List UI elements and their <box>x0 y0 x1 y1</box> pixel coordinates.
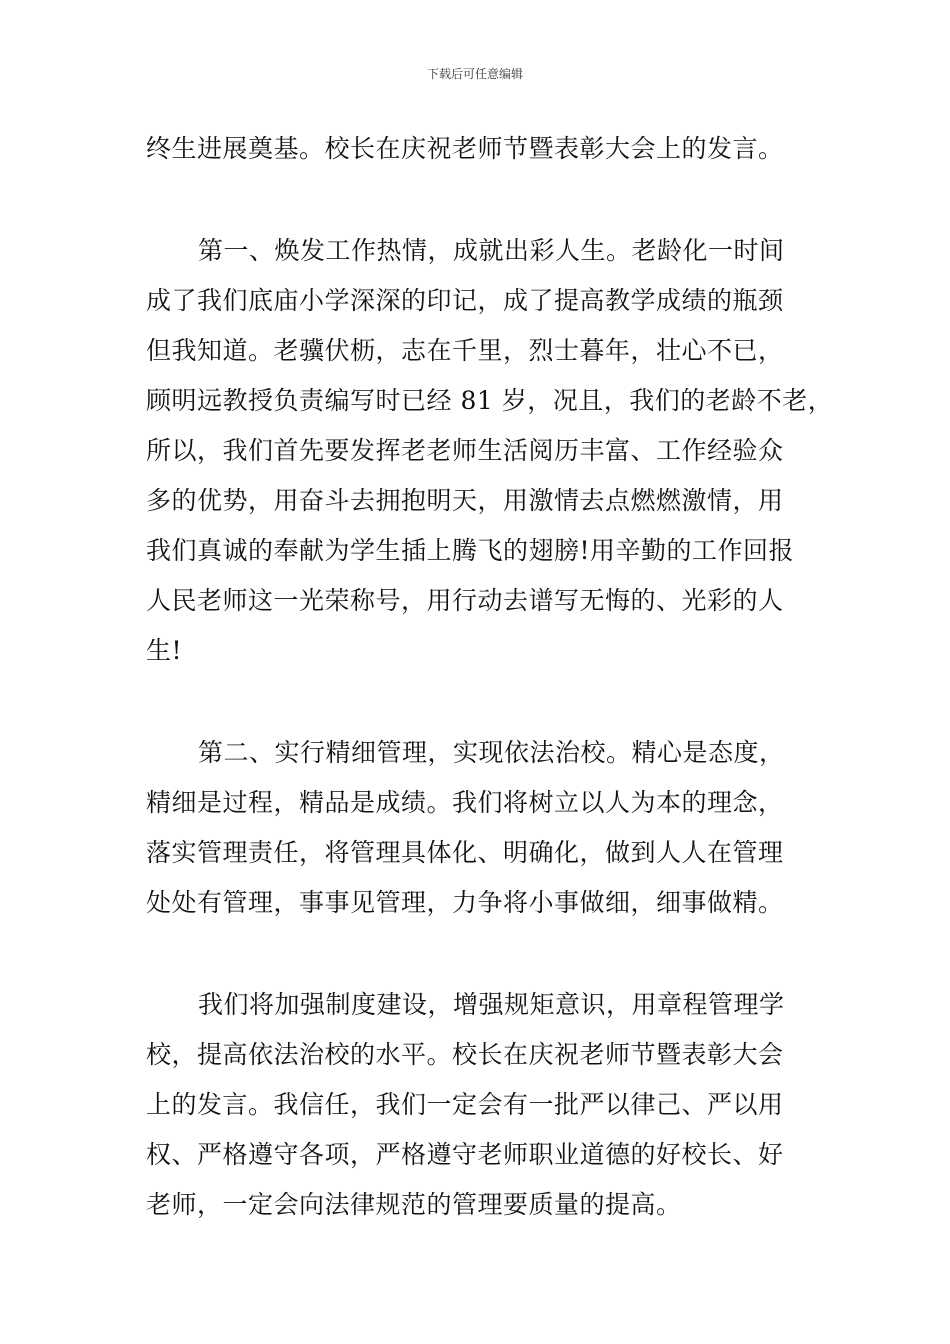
text-line: 处处有管理，事事见管理，力争将小事做细，细事做精。 <box>146 888 784 917</box>
paragraph-2 <box>146 226 834 676</box>
text-line: 老师，一定会向法律规范的管理要质量的提高。 <box>146 1190 682 1219</box>
page-header: 下载后可任意编辑 <box>426 67 523 81</box>
text-line: 但我知道。老骥伏枥，志在千里，烈士暮年，壮心不已， <box>146 336 784 365</box>
text-line: 生! <box>146 636 183 665</box>
text-line: 落实管理责任，将管理具体化、明确化，做到人人在管理 <box>146 838 784 867</box>
text-line: 校，提高依法治校的水平。校长在庆祝老师节暨表彰大会 <box>146 1040 784 1069</box>
paragraph-1 <box>146 124 826 174</box>
paragraph-3 <box>146 728 826 928</box>
text-line: 所以，我们首先要发挥老老师生活阅历丰富、工作经验众 <box>146 436 784 465</box>
text-line: 成了我们底庙小学深深的印记，成了提高教学成绩的瓶颈 <box>146 286 784 315</box>
text-line: 顾明远教授负责编写时已经 81 岁，况且，我们的老龄不老， <box>146 386 834 415</box>
text-line: 精细是过程，精品是成绩。我们将树立以人为本的理念， <box>146 788 784 817</box>
text-line: 我们将加强制度建设，增强规矩意识，用章程管理学 <box>198 990 785 1019</box>
text-line: 终生进展奠基。校长在庆祝老师节暨表彰大会上的发言。 <box>146 134 784 163</box>
paragraph-4 <box>146 980 826 1230</box>
text-line: 第二、实行精细管理，实现依法治校。精心是态度， <box>198 738 785 767</box>
text-line: 多的优势，用奋斗去拥抱明天，用激情去点燃燃激情，用 <box>146 486 784 515</box>
document-body <box>146 124 834 1282</box>
text-line: 第一、焕发工作热情，成就出彩人生。老龄化一时间 <box>198 236 785 265</box>
text-line: 权、严格遵守各项，严格遵守老师职业道德的好校长、好 <box>146 1140 784 1169</box>
text-line: 上的发言。我信任，我们一定会有一批严以律己、严以用 <box>146 1090 784 1119</box>
text-line: 我们真诚的奉献为学生插上腾飞的翅膀!用辛勤的工作回报 <box>146 536 795 565</box>
text-line: 人民老师这一光荣称号，用行动去谱写无悔的、光彩的人 <box>146 586 784 615</box>
